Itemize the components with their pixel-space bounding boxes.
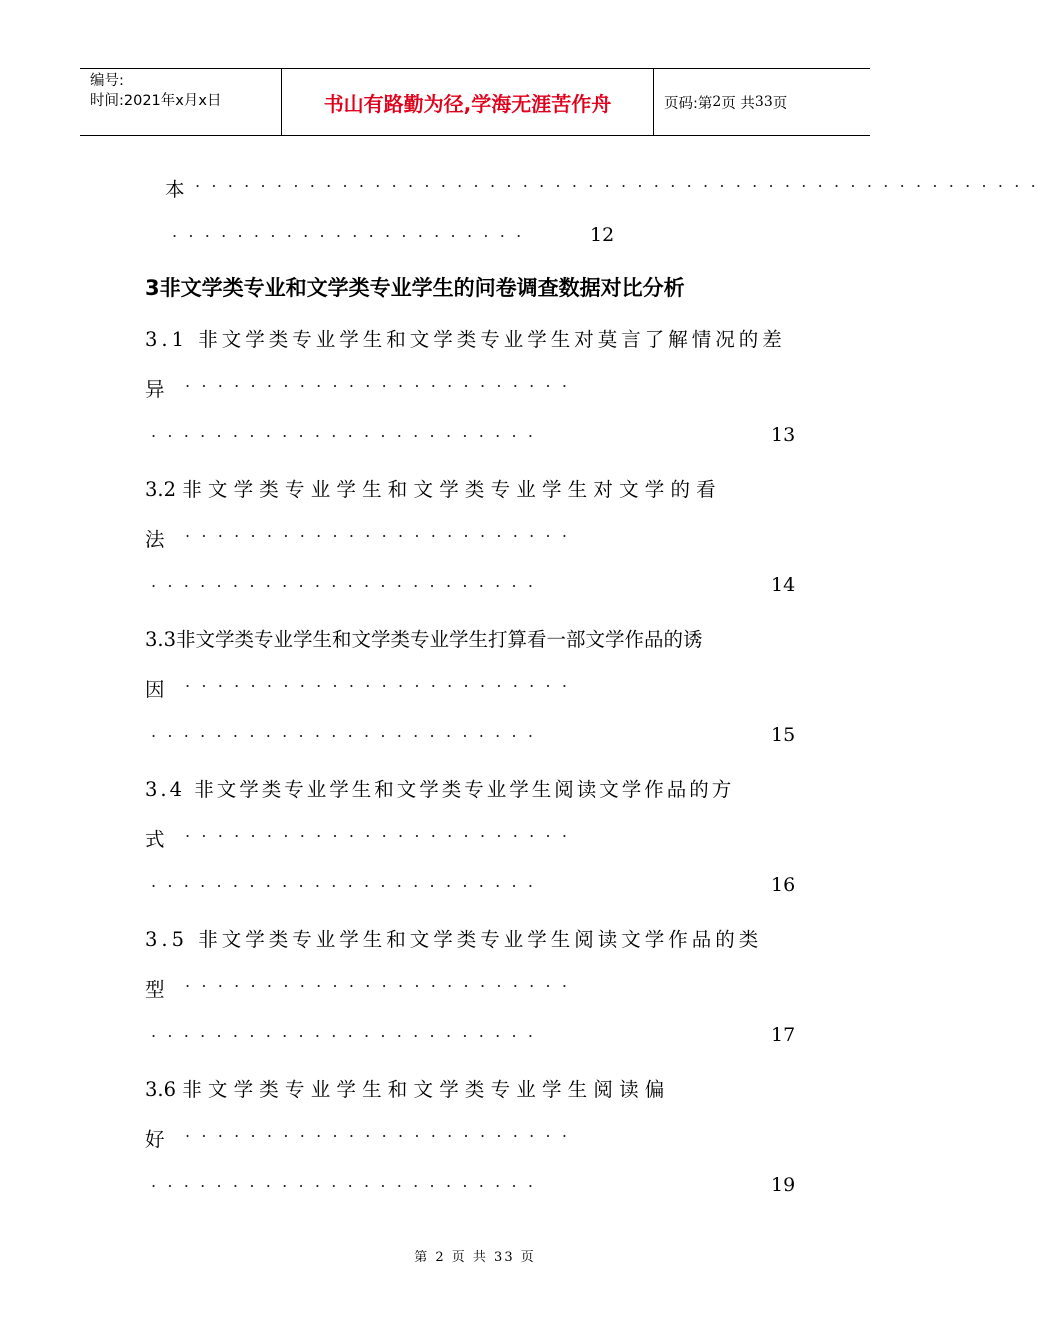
toc-leader-dots: ........................ bbox=[151, 872, 545, 891]
header-page-info bbox=[654, 69, 870, 135]
toc-entry-title-end[interactable]: 好 bbox=[145, 1128, 170, 1151]
toc-leader-dots: ........................ bbox=[151, 1172, 545, 1191]
toc-leader-dots: ........................ bbox=[151, 422, 545, 441]
toc-leader-dots: .................................................... bbox=[195, 172, 1047, 191]
toc-entry-title-end[interactable]: 法 bbox=[145, 528, 170, 551]
document-header bbox=[80, 68, 870, 136]
toc-entry-title[interactable]: 3.4 非文学类专业学生和文学类专业学生阅读文学作品的方 bbox=[145, 778, 735, 801]
header-motto: 书山有路勤为径,学海无涯苦作舟 bbox=[282, 69, 654, 135]
code-label: 编号: bbox=[90, 73, 124, 89]
toc-leader-dots: ........................ bbox=[185, 522, 579, 541]
toc-page-number: 15 bbox=[771, 724, 796, 746]
toc-entry-title-end[interactable]: 型 bbox=[145, 978, 170, 1001]
toc-leader-dots: ........................ bbox=[185, 822, 579, 841]
toc-leader-dots: ........................ bbox=[185, 372, 579, 391]
toc-leader-dots: ........................ bbox=[151, 722, 545, 741]
page-prefix: 页码:第 bbox=[664, 95, 713, 112]
page-footer: 第 2 页 共 33 页 bbox=[414, 1250, 536, 1265]
toc-leader-dots: ........................ bbox=[185, 972, 579, 991]
toc-page-number: 13 bbox=[771, 424, 796, 446]
toc-entry-title[interactable]: 3.2 非 文 学 类 专 业 学 生 和 文 学 类 专 业 学 生 对 文 学 的 看 bbox=[145, 478, 716, 501]
toc-entry-title[interactable]: 3.1 非文学类专业学生和文学类专业学生对莫言了解情况的差 bbox=[145, 328, 786, 351]
toc-page-number: 17 bbox=[771, 1024, 796, 1046]
toc-page-number: 19 bbox=[771, 1174, 796, 1196]
toc-leader-dots: ...................... bbox=[172, 222, 533, 241]
toc-entry-title-end[interactable]: 式 bbox=[145, 828, 170, 851]
toc-entry-title[interactable]: 3.5 非文学类专业学生和文学类专业学生阅读文学作品的类 bbox=[145, 928, 763, 951]
toc-entry-title-end[interactable]: 因 bbox=[145, 678, 170, 701]
toc-page-number: 16 bbox=[771, 874, 796, 896]
toc-page-number: 12 bbox=[590, 224, 615, 246]
time-label: 时间:2021年x月x日 bbox=[90, 93, 222, 109]
section-title: 3非文学类专业和文学类专业学生的问卷调查数据对比分析 bbox=[145, 276, 685, 300]
toc-continued-text: 本 bbox=[165, 178, 190, 201]
toc-leader-dots: ........................ bbox=[185, 672, 579, 691]
page-mid: 页 共 bbox=[721, 95, 755, 112]
toc-leader-dots: ........................ bbox=[185, 1122, 579, 1141]
page-total: 33 bbox=[754, 94, 773, 110]
toc-entry-title[interactable]: 3.3非文学类专业学生和文学类专业学生打算看一部文学作品的诱 bbox=[145, 628, 703, 651]
toc-page-number: 14 bbox=[771, 574, 796, 596]
header-meta bbox=[80, 69, 282, 135]
page-current: 2 bbox=[712, 94, 722, 110]
toc-leader-dots: ........................ bbox=[151, 1022, 545, 1041]
toc-entry-title[interactable]: 3.6 非 文 学 类 专 业 学 生 和 文 学 类 专 业 学 生 阅 读 偏 bbox=[145, 1078, 665, 1101]
page-suffix: 页 bbox=[772, 95, 788, 112]
toc-leader-dots: ........................ bbox=[151, 572, 545, 591]
toc-entry-title-end[interactable]: 异 bbox=[145, 378, 170, 401]
